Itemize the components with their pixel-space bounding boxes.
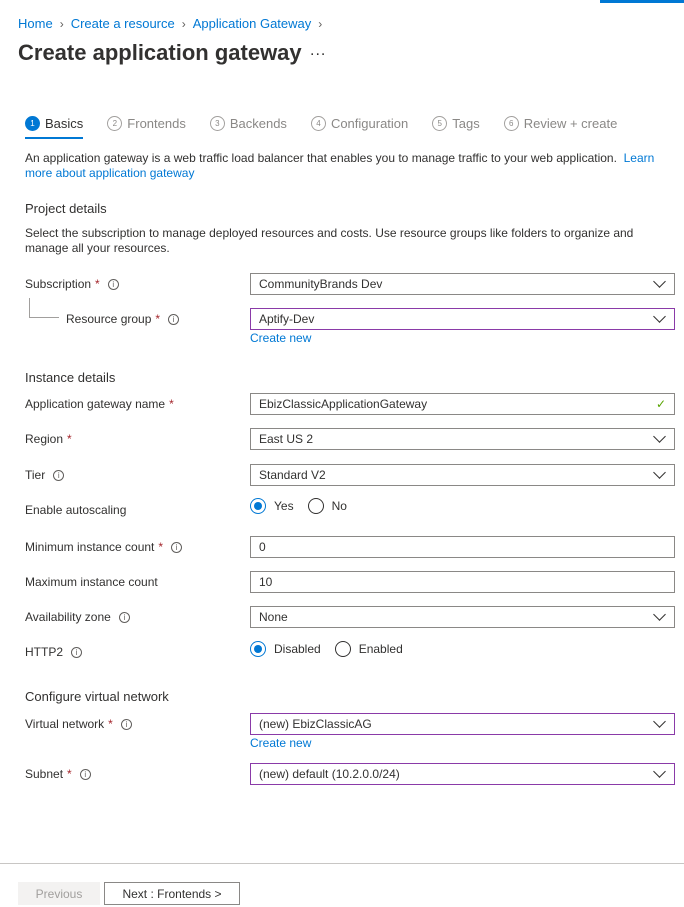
autoscaling-radio-group [250,498,361,514]
step-label: Basics [45,116,84,131]
info-icon[interactable]: i [171,542,182,553]
resource-group-select[interactable] [250,308,675,330]
required-marker: * [95,277,100,291]
radio-label: Enabled [358,642,403,656]
autoscaling-yes-radio[interactable] [250,498,294,514]
info-icon[interactable]: i [71,647,82,658]
intro-text [25,151,665,181]
chevron-right-icon: › [318,16,323,31]
step-label: Review + create [523,116,618,131]
step-number-icon: 5 [432,116,447,131]
resource-group-label [66,312,179,326]
chevron-down-icon [653,715,666,728]
tab-tags[interactable] [432,116,479,131]
virtual-network-value: (new) EbizClassicAG [259,717,372,731]
required-marker: * [169,397,174,411]
step-label: Frontends [127,116,186,131]
availability-zone-select[interactable] [250,606,675,628]
tab-configuration[interactable] [311,116,408,131]
radio-label: Yes [274,499,294,513]
gateway-name-input[interactable] [250,393,675,415]
tier-label-text: Tier [25,468,46,482]
http2-disabled-radio[interactable] [250,641,321,657]
gateway-name-value: EbizClassicApplicationGateway [259,397,428,411]
availability-zone-value: None [259,610,288,624]
section-heading-project: Project details [25,201,107,216]
step-number-icon: 4 [311,116,326,131]
tab-backends[interactable] [210,116,287,131]
min-instance-value: 0 [259,540,266,554]
step-number-icon: 3 [210,116,225,131]
subnet-value: (new) default (10.2.0.0/24) [259,767,400,781]
chevron-down-icon [653,275,666,288]
required-marker: * [67,432,72,446]
http2-enabled-radio[interactable] [335,641,403,657]
required-marker: * [108,717,113,731]
virtual-network-label-text: Virtual network [25,717,105,731]
breadcrumb-create-resource[interactable]: Create a resource [70,16,175,31]
step-label: Configuration [330,116,409,131]
tier-value: Standard V2 [259,468,326,482]
radio-label: Disabled [274,642,321,656]
min-instance-input[interactable] [250,536,675,558]
intro-description: An application gateway is a web traffic load balancer that enables you to manage traffic to your web application. [25,151,617,165]
subscription-value: CommunityBrands Dev [259,277,383,291]
radio-label: No [331,499,347,513]
required-marker: * [158,540,164,554]
more-options-icon[interactable]: ... [310,42,327,59]
step-label: Backends [229,116,287,131]
breadcrumb [18,16,329,31]
tier-label [25,468,64,482]
tab-review-create[interactable] [504,116,618,131]
subnet-label [25,767,91,781]
section-heading-vnet: Configure virtual network [25,689,169,704]
region-label-text: Region [25,432,64,446]
next-frontends-button[interactable]: Next : Frontends > [104,882,240,905]
step-number-icon: 2 [107,116,122,131]
gateway-name-label-text: Application gateway name [25,397,166,411]
chevron-down-icon [653,310,666,323]
resource-group-label-text: Resource group [66,312,152,326]
info-icon[interactable]: i [168,314,179,325]
min-instance-label-text: Minimum instance count [25,540,155,554]
footer-divider [0,863,684,864]
http2-radio-group [250,641,417,657]
tab-basics[interactable] [25,116,83,131]
wizard-steps [25,116,641,131]
project-description: Select the subscription to manage deployed resources and costs. Use resource groups like folders to organize and manage all your resources. [25,226,634,255]
info-icon[interactable]: i [108,279,119,290]
subscription-label-text: Subscription [25,277,92,291]
breadcrumb-application-gateway[interactable]: Application Gateway [192,16,312,31]
tree-connector [29,298,59,318]
create-new-resource-group-link[interactable]: Create new [250,331,312,345]
resource-group-value: Aptify-Dev [259,312,315,326]
step-number-icon: 6 [504,116,519,131]
step-number-icon: 1 [25,116,40,131]
info-icon[interactable]: i [119,612,130,623]
breadcrumb-home[interactable]: Home [18,16,53,31]
required-marker: * [67,767,72,781]
min-instance-label [25,540,182,554]
step-label: Tags [452,116,480,131]
virtual-network-label [25,717,132,731]
previous-button[interactable]: Previous [18,882,100,905]
region-value: East US 2 [259,432,314,446]
top-bar [0,0,684,4]
region-select[interactable] [250,428,675,450]
autoscaling-no-radio[interactable] [308,498,347,514]
http2-label-text: HTTP2 [25,645,64,659]
required-marker: * [155,312,161,326]
availability-zone-label [25,610,130,624]
chevron-down-icon [653,765,666,778]
subscription-label [25,277,119,291]
subnet-label-text: Subnet [25,767,64,781]
section-heading-instance: Instance details [25,370,116,385]
tier-select[interactable] [250,464,675,486]
max-instance-label: Maximum instance count [25,575,158,589]
page-title: Create application gateway [18,40,302,65]
info-icon[interactable]: i [121,719,132,730]
info-icon[interactable]: i [53,470,64,481]
learn-more-link[interactable]: Learn more about application gateway [25,151,655,180]
chevron-right-icon: › [181,16,186,31]
http2-label [25,645,82,659]
top-accent-bar [600,0,684,3]
subnet-select[interactable] [250,763,675,785]
radio-unselected-icon [308,498,324,514]
chevron-down-icon [653,466,666,479]
gateway-name-label [25,397,174,411]
create-new-vnet-link[interactable]: Create new [250,736,312,750]
radio-selected-icon [250,498,266,514]
checkmark-icon: ✓ [655,397,666,411]
chevron-down-icon [653,430,666,443]
max-instance-value: 10 [259,575,273,589]
max-instance-input[interactable] [250,571,675,593]
autoscaling-label: Enable autoscaling [25,503,127,517]
subscription-select[interactable] [250,273,675,295]
virtual-network-select[interactable] [250,713,675,735]
radio-unselected-icon [335,641,351,657]
chevron-right-icon: › [59,16,64,31]
region-label [25,432,72,446]
availability-zone-label-text: Availability zone [25,610,111,624]
info-icon[interactable]: i [80,769,91,780]
chevron-down-icon [653,608,666,621]
radio-selected-icon [250,641,266,657]
tab-frontends[interactable] [107,116,186,131]
